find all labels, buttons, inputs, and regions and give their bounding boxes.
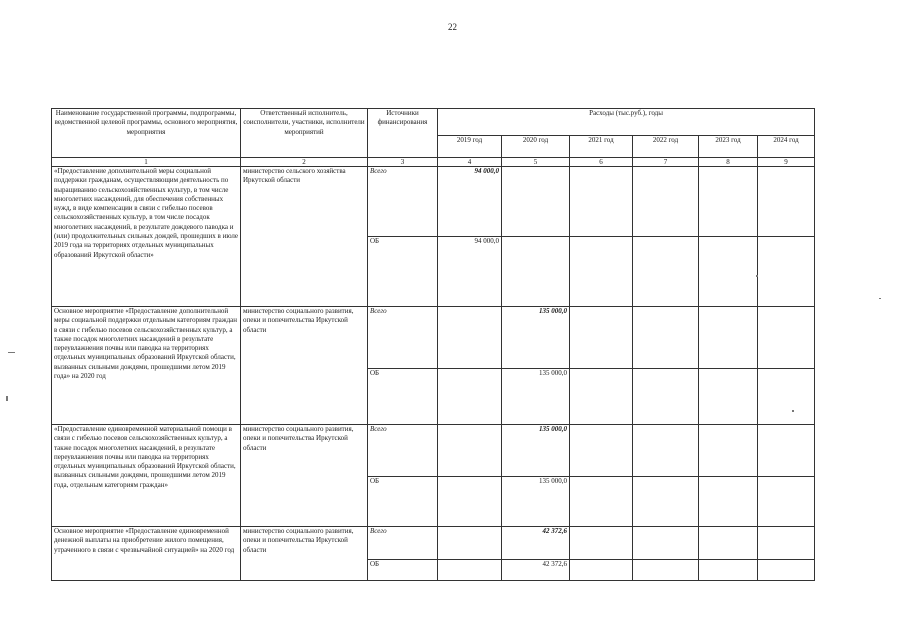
column-number: 8 [699, 158, 758, 167]
source-total: Всего [368, 167, 438, 237]
ob-value [633, 560, 699, 581]
ob-value [758, 237, 815, 307]
ob-value [570, 560, 633, 581]
header-year: 2024 год [758, 136, 815, 158]
ob-value [758, 560, 815, 581]
total-value [502, 167, 570, 237]
header-year: 2023 год [699, 136, 758, 158]
total-value [438, 527, 502, 560]
measure-name: Основное мероприятие «Предоставление дополнительной меры социальной поддержки отдельным категориям граждан в связи с гибелью посевов сельскохозяйственных культур, а также посадок многолетних насаждений в результате переувлажнения почвы или паводка на территориях отдельных муниципальных образований Иркутской области, вызванных сильными дождями, прошедшими летом 2019 года» на 2020 год [52, 307, 241, 425]
source-total: Всего [368, 425, 438, 477]
source-total: Всего [368, 527, 438, 560]
table-row [52, 425, 815, 477]
scan-mark [792, 410, 794, 412]
total-value [758, 527, 815, 560]
total-value: 135 000,0 [502, 307, 570, 369]
expenses-table [51, 108, 815, 581]
total-value [758, 307, 815, 369]
column-number: 9 [758, 158, 815, 167]
measure-name: Основное мероприятие «Предоставление единовременной денежной выплаты на приобретение жилого помещения, утраченного в связи с чрезвычайной ситуацией» на 2020 год [52, 527, 241, 581]
column-number: 3 [368, 158, 438, 167]
column-number: 2 [241, 158, 368, 167]
ob-value [699, 560, 758, 581]
total-value [438, 307, 502, 369]
total-value [699, 307, 758, 369]
header-year: 2020 год [502, 136, 570, 158]
ob-value: 42 372,6 [502, 560, 570, 581]
ob-value [633, 477, 699, 527]
total-value [699, 425, 758, 477]
ob-value [570, 369, 633, 425]
total-value [633, 167, 699, 237]
executor: министерство социального развития, опеки и попечительства Иркутской области [241, 527, 368, 581]
ob-value [633, 237, 699, 307]
total-value: 135 000,0 [502, 425, 570, 477]
source-ob: ОБ [368, 560, 438, 581]
ob-value [633, 369, 699, 425]
page-number: 22 [448, 22, 457, 32]
total-value [438, 425, 502, 477]
total-value [633, 307, 699, 369]
scan-mark [6, 396, 8, 401]
scan-mark [8, 352, 15, 353]
column-numbers-row [52, 158, 815, 167]
header-year: 2022 год [633, 136, 699, 158]
ob-value [570, 237, 633, 307]
source-ob: ОБ [368, 237, 438, 307]
scan-mark [756, 275, 758, 277]
ob-value [438, 477, 502, 527]
measure-name: «Предоставление единовременной материальной помощи в связи с гибелью посевов сельскохозяйственных культур, а также посадок многолетних насаждений, в результате переувлажнения почвы или паводка на территориях отдельных муниципальных образований Иркутской области, вызванных сильными дождями, прошедшими летом 2019 года, отдельным категориям граждан» [52, 425, 241, 527]
ob-value: 135 000,0 [502, 477, 570, 527]
header-name: Наименование государственной программы, подпрограммы, ведомственной целевой программы, основного мероприятия, мероприятия [52, 109, 241, 158]
table-row [52, 167, 815, 237]
column-number: 4 [438, 158, 502, 167]
total-value [699, 527, 758, 560]
column-number: 7 [633, 158, 699, 167]
header-source: Источники финансирования [368, 109, 438, 158]
measure-name: «Предоставление дополнительной меры социальной поддержки гражданам, осуществляющим деятельность по выращиванию сельскохозяйственных культур, в том числе многолетних насаждений, для обеспечения собственных нужд, в виде компенсации в связи с гибелью посевов сельскохозяйственных культур, в том числе посадок многолетних насаждений, в результате дождевого паводка и (или) продолжительных сильных дождей, прошедших в июле 2019 года на территориях отдельных муниципальных образований Иркутской области» [52, 167, 241, 307]
ob-value [758, 477, 815, 527]
total-value [570, 527, 633, 560]
header-year: 2019 год [438, 136, 502, 158]
source-ob: ОБ [368, 369, 438, 425]
header-year: 2021 год [570, 136, 633, 158]
executor: министерство сельского хозяйства Иркутской области [241, 167, 368, 307]
ob-value [699, 237, 758, 307]
total-value [570, 425, 633, 477]
total-value [570, 307, 633, 369]
ob-value [438, 369, 502, 425]
total-value [758, 425, 815, 477]
total-value [633, 527, 699, 560]
total-value: 42 372,6 [502, 527, 570, 560]
ob-value [699, 477, 758, 527]
executor: министерство социального развития, опеки и попечительства Иркутской области [241, 425, 368, 527]
ob-value [438, 560, 502, 581]
total-value [758, 167, 815, 237]
total-value [699, 167, 758, 237]
total-value: 94 000,0 [438, 167, 502, 237]
ob-value: 94 000,0 [438, 237, 502, 307]
ob-value [758, 369, 815, 425]
ob-value [570, 477, 633, 527]
column-number: 5 [502, 158, 570, 167]
column-number: 1 [52, 158, 241, 167]
ob-value: 135 000,0 [502, 369, 570, 425]
source-ob: ОБ [368, 477, 438, 527]
ob-value [699, 369, 758, 425]
total-value [633, 425, 699, 477]
table-row [52, 527, 815, 560]
column-number: 6 [570, 158, 633, 167]
total-value [570, 167, 633, 237]
table-row [52, 307, 815, 369]
header-executor: Ответственный исполнитель, соисполнители, участники, исполнители мероприятий [241, 109, 368, 158]
ob-value [502, 237, 570, 307]
source-total: Всего [368, 307, 438, 369]
executor: министерство социального развития, опеки и попечительства Иркутской области [241, 307, 368, 425]
scan-mark [879, 298, 881, 299]
header-expenses: Расходы (тыс.руб.), годы [438, 109, 815, 136]
